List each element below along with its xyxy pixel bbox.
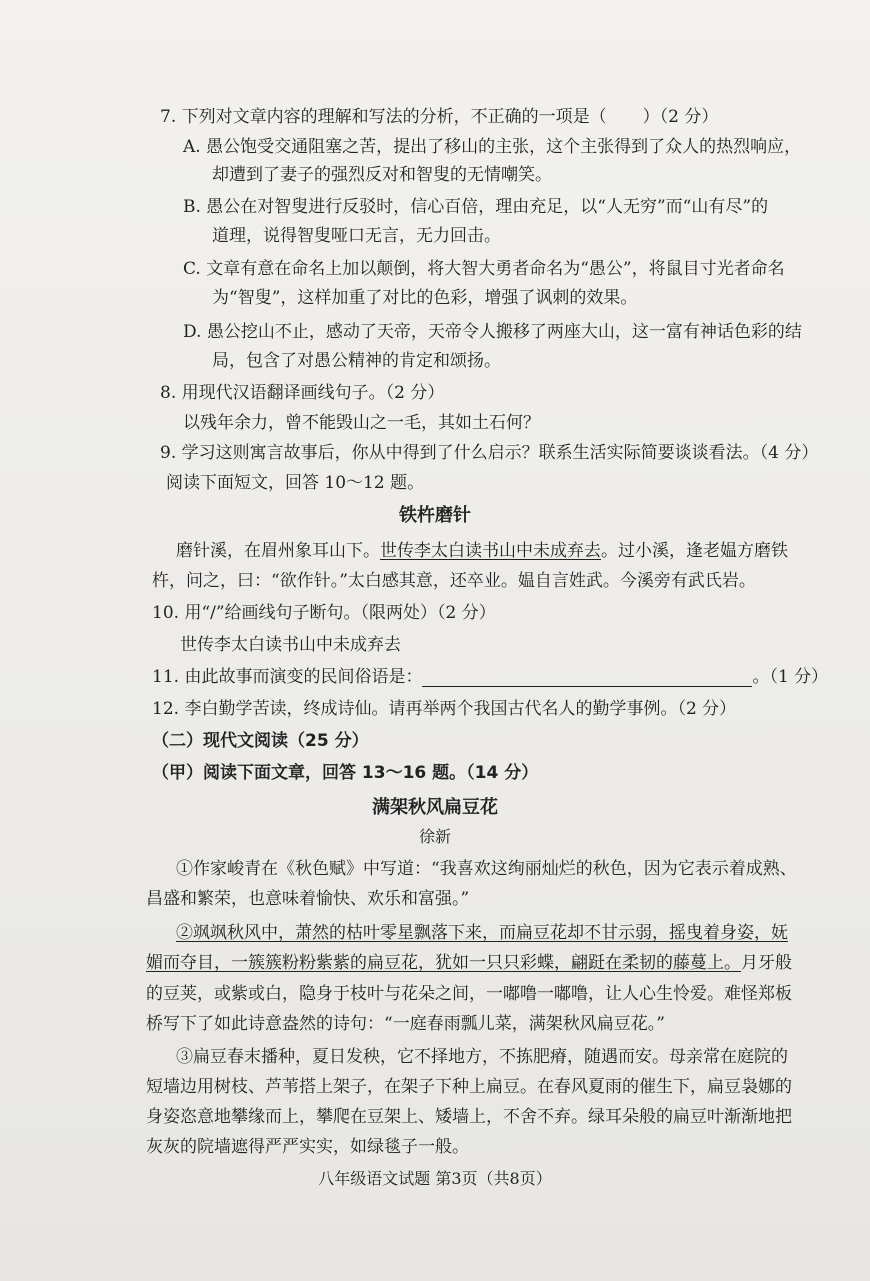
q11-score: 。（1 分） — [752, 667, 829, 687]
page-footer: 八年级语文试题 第3页（共8页） — [318, 1169, 552, 1188]
q10-stem: 10. 用“/”给画线句子断句。（限两处）（2 分） — [152, 603, 496, 623]
q7-score: ）（2 分） — [642, 107, 719, 127]
story-paragraph-line1 — [176, 540, 788, 562]
underlined-sentence: 世传李太白读书山中未成弃去 — [380, 541, 601, 561]
essay-author: 徐新 — [418, 827, 451, 846]
q7-option-c-cont: 为“智叟”，这样加重了对比的色彩，增强了讽刺的效果。 — [212, 288, 638, 308]
q10-sentence: 世传李太白读书山中未成弃去 — [180, 635, 401, 655]
part-a-heading: （甲）阅读下面文章，回答 13～16 题。（14 分） — [152, 763, 539, 783]
essay-p3-line1: ③扁豆春末播种，夏日发秧，它不择地方，不拣肥瘠，随遇而安。母亲常在庭院的 — [176, 1047, 788, 1067]
reading-instruction: 阅读下面短文，回答 10～12 题。 — [166, 473, 425, 493]
essay-p1-line1: ①作家峻青在《秋色赋》中写道：“我喜欢这绚丽灿烂的秋色，因为它表示着成熟、 — [176, 859, 797, 879]
story-text: 磨针溪，在眉州象耳山下。 — [176, 541, 380, 561]
q12-stem: 12. 李白勤学苦读，终成诗仙。请再举两个我国古代名人的勤学事例。（2 分） — [152, 699, 737, 719]
q11-stem — [152, 666, 828, 688]
q7-stem — [160, 106, 718, 128]
essay-p1-line2: 昌盛和繁荣，也意味着愉快、欢乐和富强。” — [146, 889, 470, 909]
essay-p3-line3: 身姿恣意地攀缘而上，攀爬在豆架上、矮墙上，不舍不弃。绿耳朵般的扁豆叶渐渐地把 — [146, 1107, 792, 1127]
q9-stem: 9. 学习这则寓言故事后，你从中得到了什么启示？联系生活实际简要谈谈看法。（4 分） — [160, 443, 819, 463]
q7-option-a: A. 愚公饱受交通阻塞之苦，提出了移山的主张，这个主张得到了众人的热烈响应， — [183, 137, 802, 157]
q7-option-c: C. 文章有意在命名上加以颠倒，将大智大勇者命名为“愚公”，将鼠目寸光者命名 — [183, 259, 785, 279]
q7-option-d-cont: 局，包含了对愚公精神的肯定和颂扬。 — [212, 351, 501, 371]
essay-p3-line2: 短墙边用树枝、芦苇搭上架子，在架子下种上扁豆。在春风夏雨的催生下，扁豆袅娜的 — [146, 1077, 792, 1097]
answer-blank[interactable] — [422, 668, 752, 687]
q11-stem-text: 11. 由此故事而演变的民间俗语是： — [152, 667, 423, 687]
section-heading: （二）现代文阅读（25 分） — [152, 731, 369, 751]
story-paragraph-line2: 杵，问之，曰：“欲作针。”太白感其意，还卒业。媪自言姓武。今溪旁有武氏岩。 — [152, 571, 756, 591]
essay-title: 满架秋风扁豆花 — [372, 797, 498, 818]
story-title: 铁杵磨针 — [399, 505, 471, 526]
q7-option-b-cont: 道理，说得智叟哑口无言，无力回击。 — [212, 226, 501, 246]
essay-p2-line1: ②飒飒秋风中，萧然的枯叶零星飘落下来，而扁豆花却不甘示弱，摇曳着身姿，妩 — [176, 923, 788, 943]
story-text: 。过小溪，逢老媪方磨铁 — [601, 541, 788, 561]
q7-stem-text: 7. 下列对文章内容的理解和写法的分析，不正确的一项是（ — [160, 107, 607, 127]
essay-p2-line2 — [146, 952, 792, 974]
q8-stem: 8. 用现代汉语翻译画线句子。（2 分） — [160, 383, 445, 403]
essay-text: 月牙般 — [741, 953, 792, 973]
underlined-sentence: 媚而夺目，一簇簇粉粉紫紫的扁豆花，犹如一只只彩蝶，翩跹在柔韧的藤蔓上。 — [146, 953, 741, 973]
q7-option-b: B. 愚公在对智叟进行反驳时，信心百倍，理由充足，以“人无穷”而“山有尽”的 — [183, 197, 769, 217]
q7-option-d: D. 愚公挖山不止，感动了天帝，天帝令人搬移了两座大山，这一富有神话色彩的结 — [183, 322, 802, 342]
q8-sentence: 以残年余力，曾不能毁山之一毛，其如土石何？ — [183, 413, 540, 433]
q7-option-a-cont: 却遭到了妻子的强烈反对和智叟的无情嘲笑。 — [212, 165, 552, 185]
essay-p2-line3: 的豆荚，或紫或白，隐身于枝叶与花朵之间，一嘟噜一嘟噜，让人心生怜爱。难怪郑板 — [146, 984, 792, 1004]
essay-p3-line4: 灰灰的院墙遮得严严实实，如绿毯子一般。 — [146, 1137, 469, 1157]
essay-p2-line4: 桥写下了如此诗意盎然的诗句：“一庭春雨瓢儿菜，满架秋风扁豆花。” — [146, 1014, 665, 1034]
